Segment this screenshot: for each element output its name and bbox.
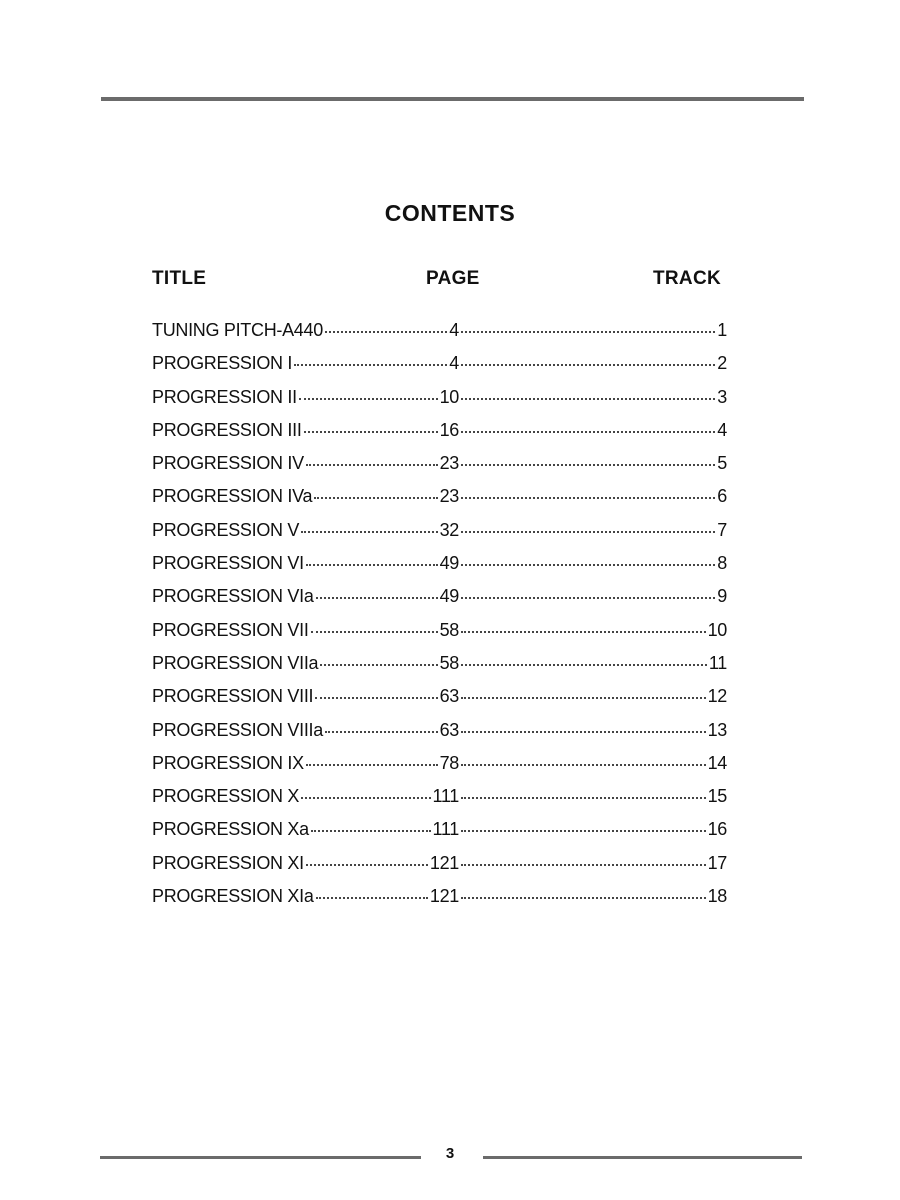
dot-leader [461, 851, 706, 869]
entry-title-segment [152, 351, 459, 374]
entry-page: 16 [439, 419, 459, 440]
entry-track: 5 [717, 453, 727, 474]
contents-entry [152, 318, 727, 351]
entry-track: 8 [717, 553, 727, 574]
entry-title-segment [152, 817, 459, 840]
dot-leader [306, 451, 438, 469]
dot-leader [325, 718, 438, 736]
entry-track: 11 [708, 652, 727, 673]
dot-leader [311, 618, 438, 636]
entry-track: 14 [707, 752, 727, 773]
entry-track: 12 [707, 686, 727, 707]
entry-page: 23 [439, 453, 459, 474]
contents-entry [152, 618, 727, 651]
dot-leader [461, 784, 706, 802]
dot-leader [316, 584, 438, 602]
dot-leader [306, 551, 438, 569]
dot-leader [461, 451, 715, 469]
dot-leader [461, 817, 706, 835]
entry-track: 6 [717, 486, 727, 507]
dot-leader [461, 718, 706, 736]
entry-track: 13 [707, 719, 727, 740]
dot-leader [461, 518, 715, 536]
entry-title-segment [152, 684, 459, 707]
entry-title: PROGRESSION Xa [152, 819, 309, 840]
entry-track: 17 [707, 852, 727, 873]
dot-leader [461, 351, 715, 369]
entry-track-segment [459, 718, 727, 741]
entry-page: 4 [449, 320, 459, 340]
dot-leader [316, 884, 428, 902]
footer-divider-right [483, 1156, 802, 1159]
dot-leader [461, 584, 715, 602]
dot-leader [294, 351, 447, 369]
entry-page: 23 [439, 486, 459, 507]
entry-title: PROGRESSION XIa [152, 886, 314, 907]
dot-leader [461, 318, 715, 336]
entry-track-segment [459, 318, 727, 341]
entry-page: 63 [439, 686, 459, 707]
entry-title-segment [152, 318, 459, 341]
contents-entry [152, 584, 727, 617]
entry-track: 4 [717, 419, 727, 440]
entry-track-segment [459, 551, 727, 574]
entry-page: 78 [439, 752, 459, 773]
entry-title-segment [152, 784, 459, 807]
entry-track: 9 [717, 586, 727, 607]
entry-track: 2 [717, 353, 727, 374]
entry-title: PROGRESSION XI [152, 852, 304, 873]
dot-leader [461, 651, 707, 669]
entry-title: PROGRESSION X [152, 786, 300, 807]
contents-entry [152, 451, 727, 484]
entry-title: PROGRESSION IX [152, 752, 304, 773]
entry-track: 15 [707, 786, 727, 807]
entry-track-segment [459, 884, 727, 907]
contents-entry [152, 484, 727, 517]
entry-track: 10 [707, 619, 727, 640]
contents-entry [152, 651, 727, 684]
entry-title-segment [152, 884, 459, 907]
entry-track-segment [459, 484, 727, 507]
dot-leader [461, 618, 706, 636]
entry-track-segment [459, 851, 727, 874]
dot-leader [461, 551, 715, 569]
entry-title-segment [152, 451, 459, 474]
entry-title: PROGRESSION VIIIa [152, 719, 323, 740]
column-header-page: PAGE [426, 268, 480, 289]
entry-track-segment [459, 518, 727, 541]
entry-page: 4 [449, 353, 459, 374]
entry-track-segment [459, 351, 727, 374]
entry-track-segment [459, 651, 727, 674]
entry-title-segment [152, 484, 459, 507]
entry-track-segment [459, 784, 727, 807]
entry-track: 7 [717, 519, 727, 540]
entry-title-segment [152, 418, 459, 441]
entry-title: TUNING PITCH-A440 [152, 320, 323, 340]
entry-track-segment [459, 584, 727, 607]
column-header-title: TITLE [152, 268, 207, 289]
dot-leader [461, 418, 715, 436]
entry-title-segment [152, 751, 459, 774]
dot-leader [315, 684, 437, 702]
entry-title: PROGRESSION I [152, 353, 293, 374]
dot-leader [461, 385, 715, 403]
entry-page: 111 [432, 819, 459, 840]
contents-entry [152, 784, 727, 817]
dot-leader [461, 751, 706, 769]
page-title: CONTENTS [384, 200, 516, 226]
dot-leader [299, 385, 438, 403]
dot-leader [325, 318, 447, 336]
column-header-track: TRACK [653, 268, 721, 289]
entry-track-segment [459, 451, 727, 474]
contents-entry [152, 351, 727, 384]
contents-entry [152, 884, 727, 917]
contents-list [152, 318, 727, 917]
entry-track-segment [459, 385, 727, 408]
entry-track-segment [459, 817, 727, 840]
entry-title-segment [152, 385, 459, 408]
dot-leader [461, 884, 706, 902]
dot-leader [461, 684, 706, 702]
entry-track: 16 [707, 819, 727, 840]
entry-track-segment [459, 684, 727, 707]
contents-entry [152, 684, 727, 717]
entry-title-segment [152, 851, 459, 874]
entry-page: 58 [439, 652, 459, 673]
entry-title-segment [152, 584, 459, 607]
entry-title-segment [152, 718, 459, 741]
entry-page: 63 [439, 719, 459, 740]
dot-leader [306, 851, 428, 869]
contents-entry [152, 385, 727, 418]
entry-page: 10 [439, 386, 459, 407]
dot-leader [304, 418, 438, 436]
entry-page: 32 [439, 519, 459, 540]
entry-page: 58 [439, 619, 459, 640]
entry-title-segment [152, 651, 459, 674]
contents-entry [152, 551, 727, 584]
contents-entry [152, 817, 727, 850]
top-divider [101, 97, 804, 101]
entry-title: PROGRESSION IVa [152, 486, 313, 507]
entry-title: PROGRESSION III [152, 419, 302, 440]
entry-title: PROGRESSION V [152, 519, 300, 540]
dot-leader [314, 484, 437, 502]
entry-title-segment [152, 518, 459, 541]
entry-title: PROGRESSION VII [152, 619, 309, 640]
dot-leader [461, 484, 715, 502]
entry-track-segment [459, 618, 727, 641]
entry-title-segment [152, 618, 459, 641]
contents-entry [152, 751, 727, 784]
entry-page: 121 [429, 852, 459, 873]
dot-leader [306, 751, 438, 769]
entry-page: 49 [439, 586, 459, 607]
entry-title: PROGRESSION VIIa [152, 652, 319, 673]
entry-track: 18 [707, 886, 727, 907]
entry-title-segment [152, 551, 459, 574]
entry-page: 111 [432, 786, 459, 807]
contents-entry [152, 518, 727, 551]
contents-entry [152, 718, 727, 751]
entry-page: 49 [439, 553, 459, 574]
page-number: 3 [445, 1145, 455, 1162]
contents-entry [152, 418, 727, 451]
entry-track-segment [459, 418, 727, 441]
entry-track: 1 [717, 320, 727, 340]
entry-title: PROGRESSION IV [152, 453, 304, 474]
contents-entry [152, 851, 727, 884]
dot-leader [301, 518, 437, 536]
entry-track: 3 [717, 386, 727, 407]
entry-title: PROGRESSION VI [152, 553, 304, 574]
entry-title: PROGRESSION VIa [152, 586, 314, 607]
dot-leader [311, 817, 431, 835]
entry-title: PROGRESSION VIII [152, 686, 314, 707]
entry-title: PROGRESSION II [152, 386, 297, 407]
entry-page: 121 [429, 886, 459, 907]
dot-leader [301, 784, 430, 802]
dot-leader [320, 651, 437, 669]
entry-track-segment [459, 751, 727, 774]
